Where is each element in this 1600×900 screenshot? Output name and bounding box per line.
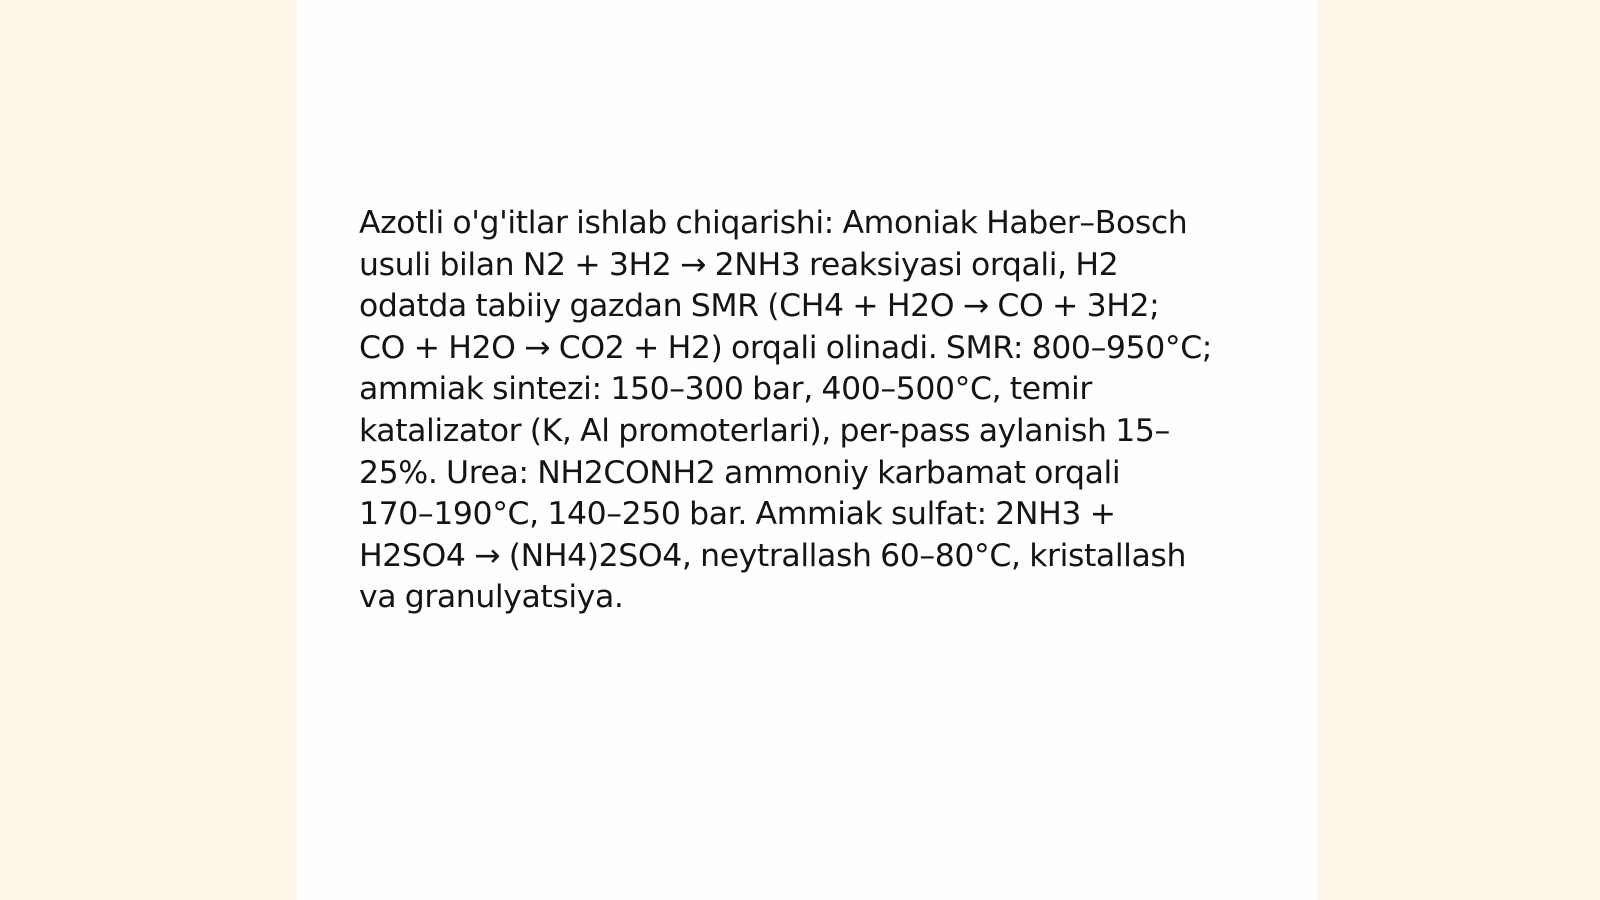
text-line-2: usuli bilan N2 + 3H2 → 2NH3 reaksiyasi orqali, H2 xyxy=(359,246,1119,283)
text-line-10: va granulyatsiya. xyxy=(359,579,624,616)
slide-body-text xyxy=(359,203,1259,619)
text-line-4: CO + H2O → CO2 + H2) orqali olinadi. SMR: 800–950°C; xyxy=(359,329,1212,366)
text-line-7: 25%. Urea: NH2CONH2 ammoniy karbamat orqali xyxy=(359,454,1121,491)
text-line-8: 170–190°C, 140–250 bar. Ammiak sulfat: 2NH3 + xyxy=(359,496,1116,533)
slide xyxy=(297,0,1317,900)
text-line-6: katalizator (K, Al promoterlari), per-pass aylanish 15– xyxy=(359,412,1170,449)
text-line-1: Azotli o'g'itlar ishlab chiqarishi: Amoniak Haber–Bosch xyxy=(359,205,1188,241)
text-line-5: ammiak sintezi: 150–300 bar, 400–500°C, temir xyxy=(359,371,1092,408)
text-line-9: H2SO4 → (NH4)2SO4, neytrallash 60–80°C, kristallash xyxy=(359,537,1187,574)
text-line-3: odatda tabiiy gazdan SMR (CH4 + H2O → CO + 3H2; xyxy=(359,288,1160,325)
